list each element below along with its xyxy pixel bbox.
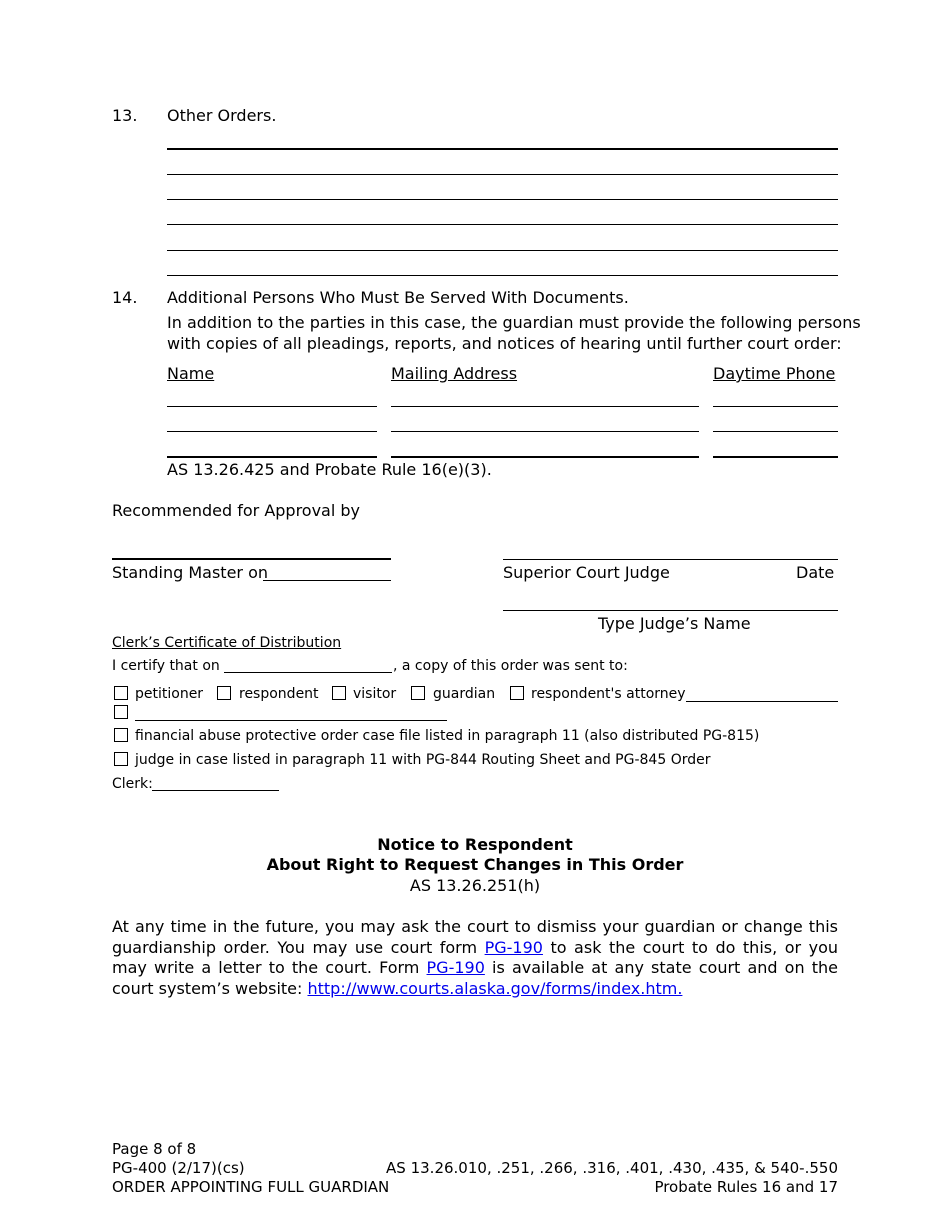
court-forms-url-link[interactable]: http://www.courts.alaska.gov/forms/index.htm. [307, 978, 683, 998]
footer-form-number: PG-400 (2/17)(cs) [112, 1159, 245, 1177]
footer-statutes: AS 13.26.010, .251, .266, .316, .401, .430, .435, & 540-.550 [386, 1159, 838, 1177]
judge-name-field[interactable] [503, 610, 838, 611]
other-orders-line-1[interactable] [167, 148, 838, 150]
other-orders-line-6[interactable] [167, 275, 838, 276]
financial-abuse-checkbox[interactable] [114, 728, 128, 742]
clerk-label: Clerk: [112, 776, 153, 792]
attorney-label: respondent's attorney [531, 686, 686, 702]
respondent-label: respondent [239, 686, 319, 702]
date-label: Date [796, 563, 835, 582]
address-field-3[interactable] [391, 456, 699, 458]
notice-text-1: At any time in the future, you may ask the court to dismiss your guardian or change this guardianship order. You may use court form [112, 917, 838, 957]
type-judge-name-label: Type Judge’s Name [598, 614, 751, 633]
clerk-certificate-heading: Clerk’s Certificate of Distribution [112, 635, 342, 651]
attorney-checkbox[interactable] [510, 686, 524, 700]
other-orders-line-3[interactable] [167, 199, 838, 200]
respondent-checkbox[interactable] [217, 686, 231, 700]
item-14-number: 14. [112, 288, 138, 307]
certify-suffix: , a copy of this order was sent to: [393, 658, 628, 674]
certify-prefix: I certify that on [112, 658, 220, 674]
notice-text-2: to ask the court to do this, or you may write a letter to the court. Form [112, 937, 838, 977]
other-recipient-field[interactable] [135, 720, 447, 721]
item-14-body-line-2: with copies of all pleadings, reports, and notices of hearing until further court order: [167, 334, 842, 353]
other-orders-line-4[interactable] [167, 224, 838, 225]
other-orders-line-5[interactable] [167, 250, 838, 251]
footer-form-title: ORDER APPOINTING FULL GUARDIAN [112, 1178, 390, 1196]
col-phone-header: Daytime Phone [713, 364, 836, 383]
judge-case-label: judge in case listed in paragraph 11 with PG-844 Routing Sheet and PG-845 Order [135, 752, 711, 768]
judge-case-checkbox[interactable] [114, 752, 128, 766]
address-field-2[interactable] [391, 431, 699, 432]
phone-field-2[interactable] [713, 431, 838, 432]
standing-master-date-field[interactable] [263, 580, 391, 581]
standing-master-signature-line[interactable] [112, 558, 391, 560]
superior-court-judge-label: Superior Court Judge [503, 563, 670, 582]
recommended-label: Recommended for Approval by [112, 501, 361, 520]
notice-citation: AS 13.26.251(h) [409, 876, 541, 895]
name-field-2[interactable] [167, 431, 377, 432]
petitioner-checkbox[interactable] [114, 686, 128, 700]
pg-190-link-2[interactable]: PG-190 [426, 958, 485, 977]
notice-paragraph [112, 917, 838, 999]
col-name-header: Name [167, 364, 215, 383]
phone-field-1[interactable] [713, 406, 838, 407]
notice-title-1: Notice to Respondent [377, 835, 573, 854]
other-recipient-checkbox[interactable] [114, 705, 128, 719]
visitor-checkbox[interactable] [332, 686, 346, 700]
item-13-number: 13. [112, 106, 138, 125]
footer-rules: Probate Rules 16 and 17 [654, 1178, 838, 1196]
petitioner-label: petitioner [135, 686, 204, 702]
clerk-signature-field[interactable] [152, 790, 279, 791]
notice-text-3: is available at any state court and on the court system’s website: [112, 958, 839, 998]
guardian-checkbox[interactable] [411, 686, 425, 700]
financial-abuse-label: financial abuse protective order case file listed in paragraph 11 (also distributed PG-815) [135, 728, 760, 744]
item-14-body-line-1: In addition to the parties in this case, the guardian must provide the following persons [167, 313, 861, 332]
judge-signature-line[interactable] [503, 559, 838, 560]
phone-field-3[interactable] [713, 456, 838, 458]
col-address-header: Mailing Address [391, 364, 518, 383]
pg-190-link-1[interactable]: PG-190 [484, 937, 543, 957]
notice-title-2: About Right to Request Changes in This Order [266, 855, 684, 874]
item-13-title: Other Orders. [167, 106, 277, 125]
item-14-citation: AS 13.26.425 and Probate Rule 16(e)(3). [167, 460, 492, 479]
certify-date-field[interactable] [224, 672, 392, 673]
name-field-1[interactable] [167, 406, 377, 407]
attorney-name-field[interactable] [686, 701, 838, 702]
address-field-1[interactable] [391, 406, 699, 407]
item-14-title: Additional Persons Who Must Be Served With Documents. [167, 288, 629, 307]
visitor-label: visitor [353, 686, 397, 702]
standing-master-label: Standing Master on [112, 563, 269, 582]
name-field-3[interactable] [167, 456, 377, 458]
footer-page-number: Page 8 of 8 [112, 1140, 197, 1158]
other-orders-line-2[interactable] [167, 174, 838, 175]
guardian-label: guardian [433, 686, 496, 702]
